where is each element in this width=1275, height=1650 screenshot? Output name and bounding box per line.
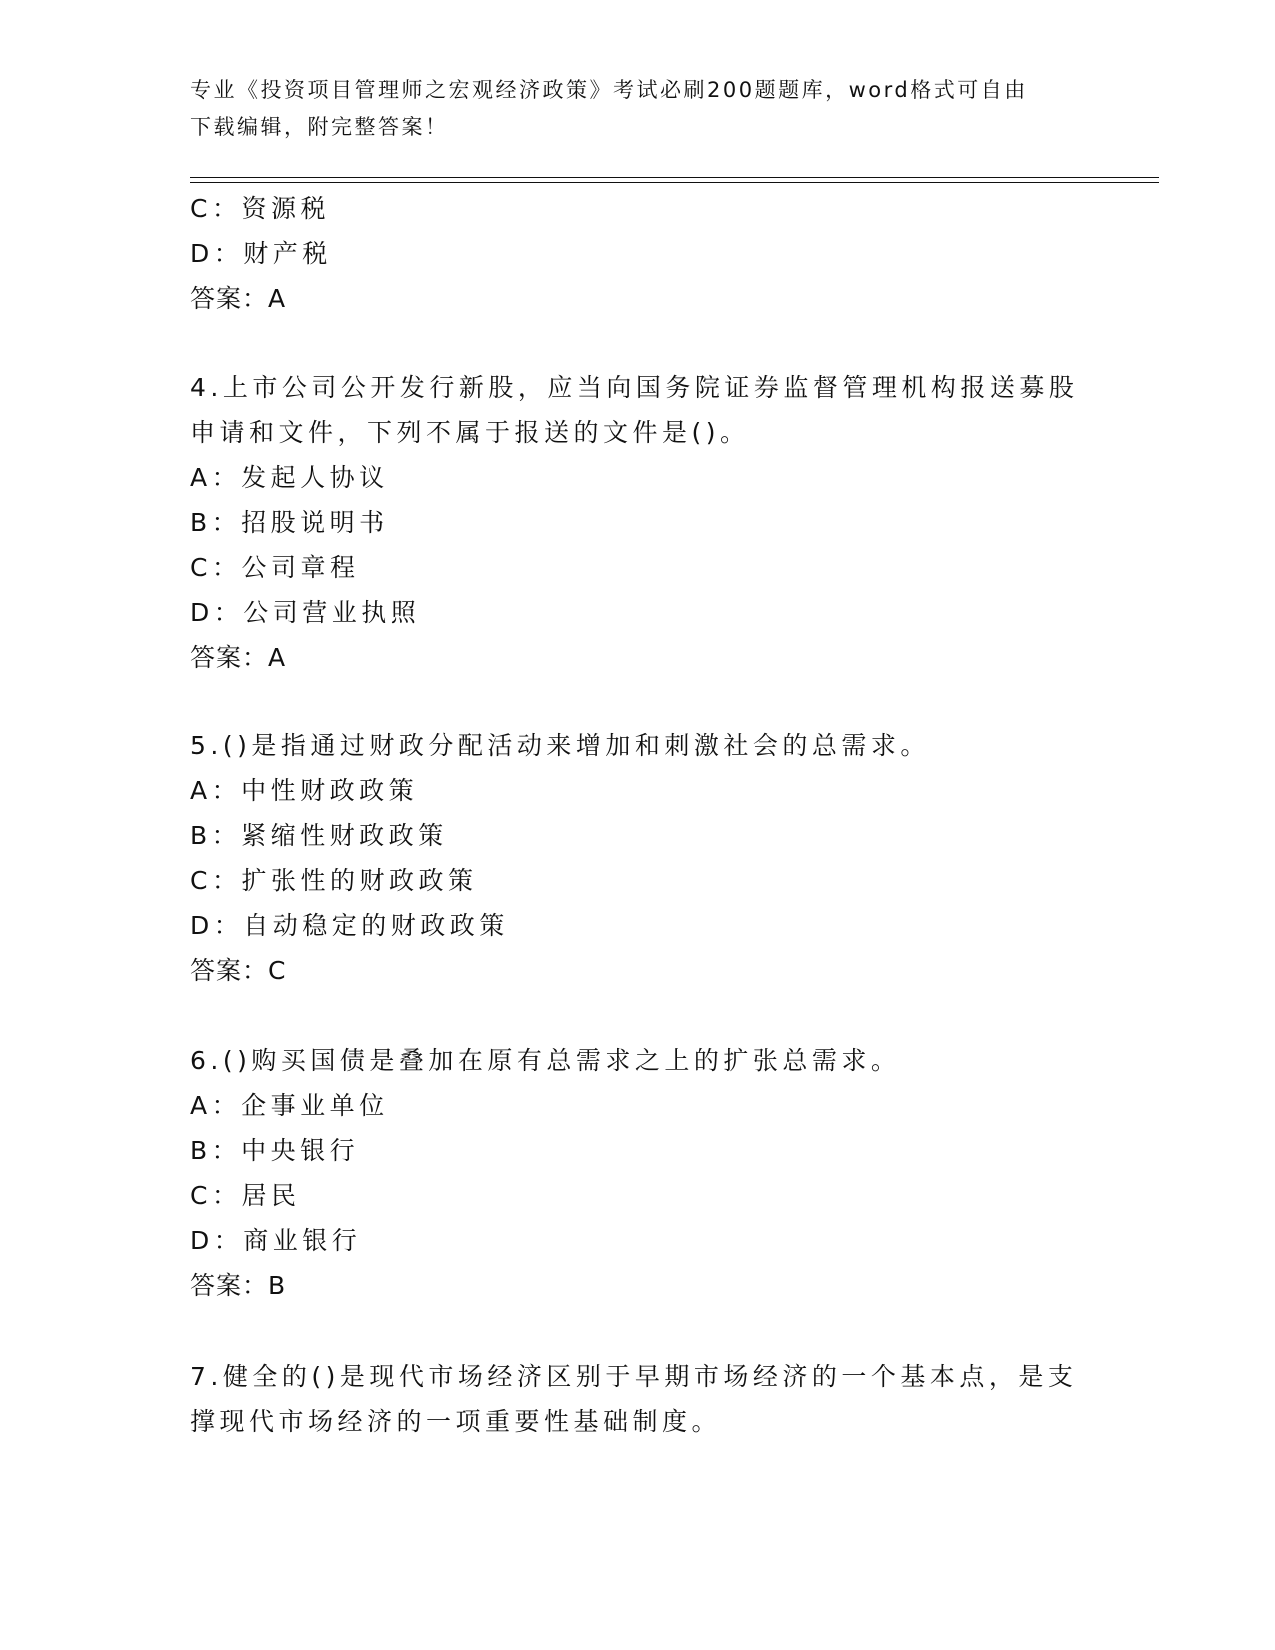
q4-option-c: C：公司章程 (190, 553, 360, 582)
q4-answer: 答案：A (190, 643, 287, 672)
q6-answer: 答案：B (190, 1271, 287, 1300)
q7-stem-line-2: 撑现代市场经济的一项重要性基础制度。 (190, 1407, 722, 1436)
q3-option-d: D：财产税 (190, 239, 332, 268)
q7-stem-line-1: 7.健全的()是现代市场经济区别于早期市场经济的一个基本点，是支 (190, 1362, 1078, 1391)
q6-option-b: B：中央银行 (190, 1136, 360, 1165)
q4-option-b: B：招股说明书 (190, 508, 389, 537)
header-line-2: 下载编辑，附完整答案！ (190, 115, 449, 139)
q4-stem-line-1: 4.上市公司公开发行新股，应当向国务院证券监督管理机构报送募股 (190, 373, 1079, 402)
q5-option-d: D：自动稳定的财政政策 (190, 911, 509, 940)
q5-option-c: C：扩张性的财政政策 (190, 866, 478, 895)
q5-answer: 答案：C (190, 956, 287, 985)
q4-stem-line-2: 申请和文件，下列不属于报送的文件是()。 (190, 418, 750, 447)
q6-stem-line-1: 6.()购买国债是叠加在原有总需求之上的扩张总需求。 (190, 1046, 901, 1075)
q5-option-b: B：紧缩性财政政策 (190, 821, 448, 850)
q5-stem-line-1: 5.()是指通过财政分配活动来增加和刺激社会的总需求。 (190, 731, 930, 760)
q6-option-c: C：居民 (190, 1181, 301, 1210)
q3-answer: 答案：A (190, 284, 287, 313)
q6-option-d: D：商业银行 (190, 1226, 362, 1255)
header-line-1: 专业《投资项目管理师之宏观经济政策》考试必刷200题题库，word格式可自由 (190, 78, 1028, 102)
header-divider-top (190, 177, 1159, 178)
q4-option-d: D：公司营业执照 (190, 598, 421, 627)
q5-option-a: A：中性财政政策 (190, 776, 419, 805)
q3-option-c: C：资源税 (190, 194, 330, 223)
q4-option-a: A：发起人协议 (190, 463, 389, 492)
header-divider-bottom (190, 182, 1159, 183)
q6-option-a: A：企事业单位 (190, 1091, 389, 1120)
document-header (190, 72, 1090, 146)
